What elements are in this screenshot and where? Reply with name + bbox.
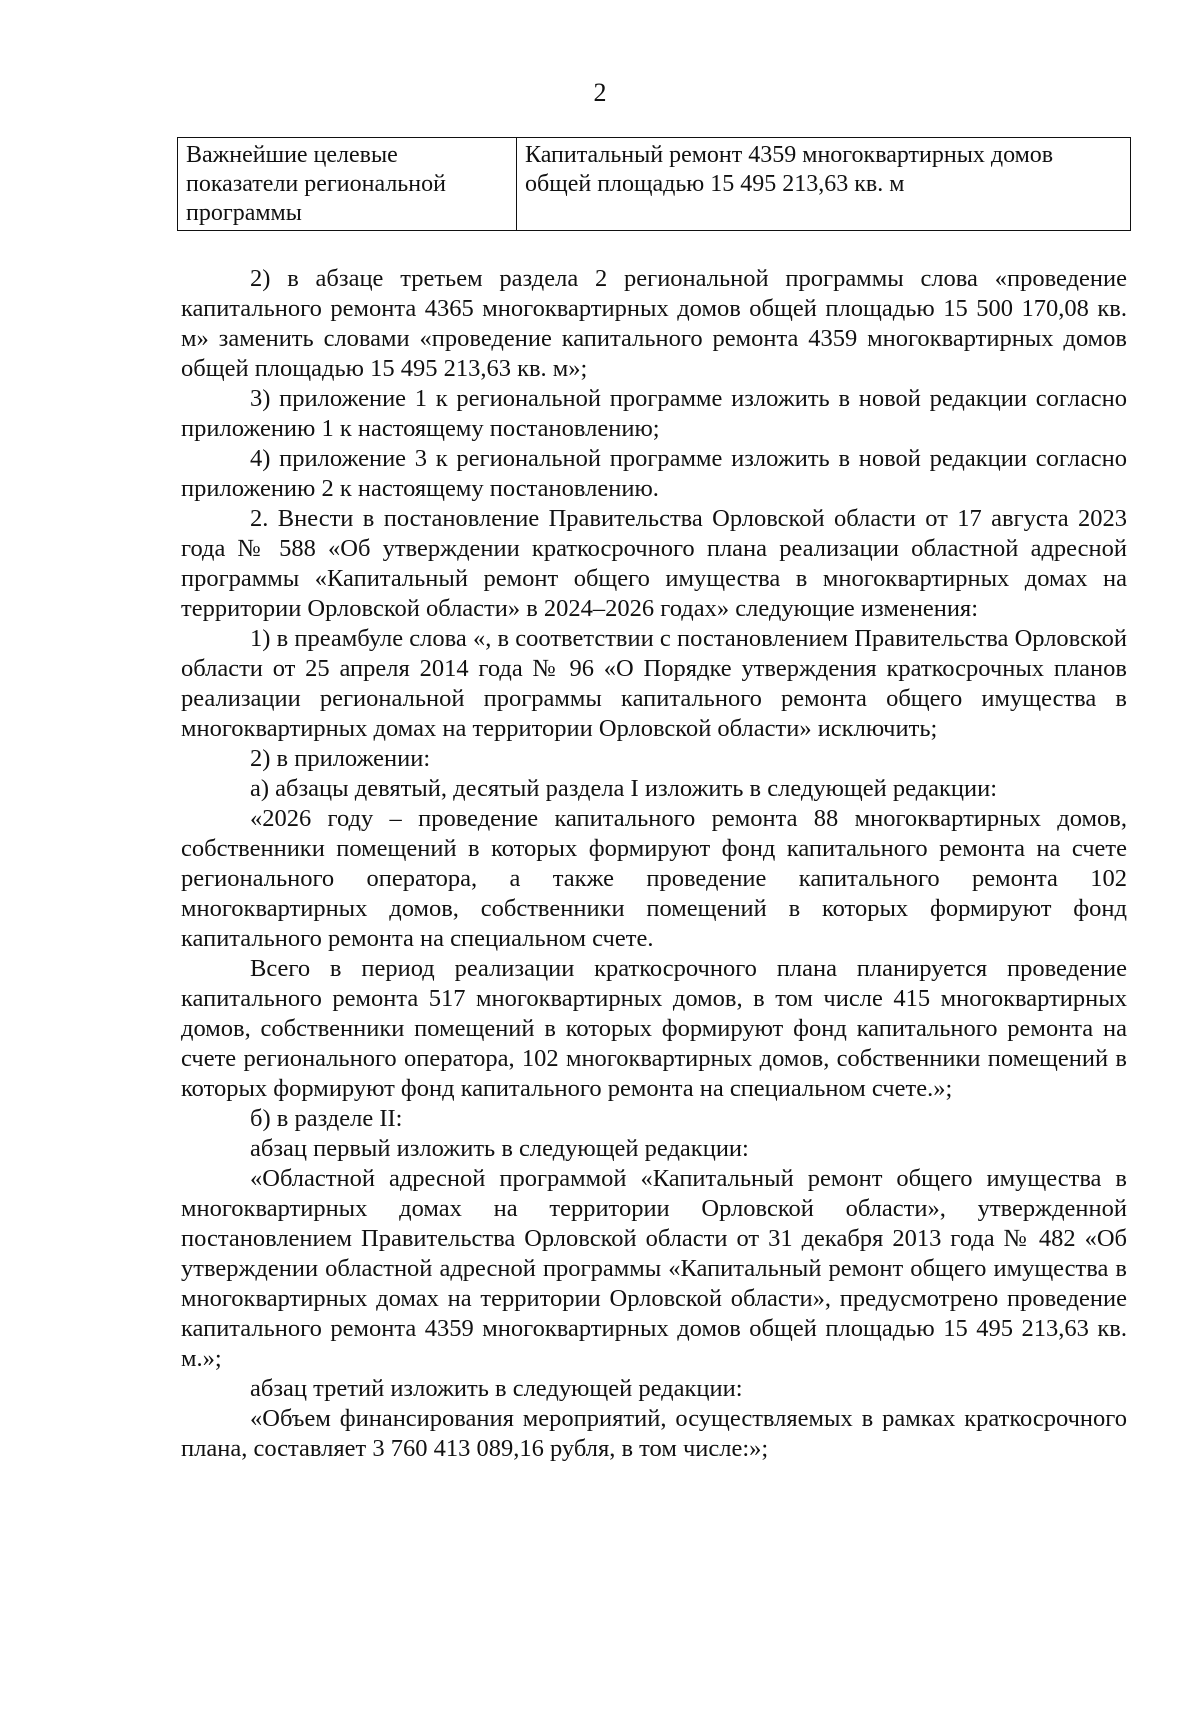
paragraph: 2) в приложении: [250, 745, 431, 772]
paragraph: абзац первый изложить в следующей редакции: [250, 1135, 749, 1162]
paragraph: 2) в абзаце третьем раздела 2 региональной программы слова «проведение капитального ремонта 4365 многоквартирных домов общей площадью 15 500 170,08 кв. м» заменить словами «проведение капитального ремонта 4359 многоквартирных домов общей площадью 15 495 213,63 кв. м»; [181, 265, 1127, 382]
table-row [178, 138, 1131, 231]
paragraph: абзац третий изложить в следующей редакции: [250, 1375, 743, 1402]
paragraph: «Объем финансирования мероприятий, осуществляемых в рамках краткосрочного плана, составляет 3 760 413 089,16 рубля, в том числе:»; [181, 1405, 1127, 1462]
paragraph: 3) приложение 1 к региональной программе изложить в новой редакции согласно приложению 1 к настоящему постановлению; [181, 385, 1127, 442]
paragraph: а) абзацы девятый, десятый раздела I изложить в следующей редакции: [250, 775, 998, 802]
paragraph: 4) приложение 3 к региональной программе изложить в новой редакции согласно приложению 2 к настоящему постановлению. [181, 445, 1127, 502]
paragraph: «Областной адресной программой «Капитальный ремонт общего имущества в многоквартирных домах на территории Орловской области», утвержденной постановлением Правительства Орловской области от 31 декабря 2013 года № 482 «Об утверждении областной адресной программы «Капитальный ремонт общего имущества в многоквартирных домах на территории Орловской области», предусмотрено проведение капитального ремонта 4359 многоквартирных домов общей площадью 15 495 213,63 кв. м.»; [181, 1165, 1127, 1372]
paragraph: «2026 году – проведение капитального ремонта 88 многоквартирных домов, собственники помещений в которых формируют фонд капитального ремонта на счете регионального оператора, а также проведение капитального ремонта 102 многоквартирных домов, собственники помещений в которых формируют фонд капитального ремонта на специальном счете. [181, 805, 1127, 952]
indicator-value-cell: Капитальный ремонт 4359 многоквартирных домов общей площадью 15 495 213,63 кв. м [517, 138, 1131, 231]
paragraph: 1) в преамбуле слова «, в соответствии с постановлением Правительства Орловской области от 25 апреля 2014 года № 96 «О Порядке утверждения краткосрочных планов реализации региональной программы капитального ремонта общего имущества в многоквартирных домах на территории Орловской области» исключить; [181, 625, 1127, 742]
indicator-label-cell: Важнейшие целевые показатели региональной программы [178, 138, 517, 231]
indicator-table [177, 137, 1131, 231]
document-body [181, 264, 1127, 1464]
paragraph: Всего в период реализации краткосрочного плана планируется проведение капитального ремонта 517 многоквартирных домов, в том числе 415 многоквартирных домов, собственники помещений в которых формируют фонд капитального ремонта на счете регионального оператора, 102 многоквартирных домов, собственники помещений в которых формируют фонд капитального ремонта на специальном счете.»; [181, 955, 1127, 1102]
page-number: 2 [593, 78, 607, 107]
paragraph: б) в разделе II: [250, 1105, 403, 1132]
paragraph: 2. Внести в постановление Правительства Орловской области от 17 августа 2023 года № 588 «Об утверждении краткосрочного плана реализации областной адресной программы «Капитальный ремонт общего имущества в многоквартирных домах на территории Орловской области» в 2024–2026 годах» следующие изменения: [181, 505, 1127, 622]
